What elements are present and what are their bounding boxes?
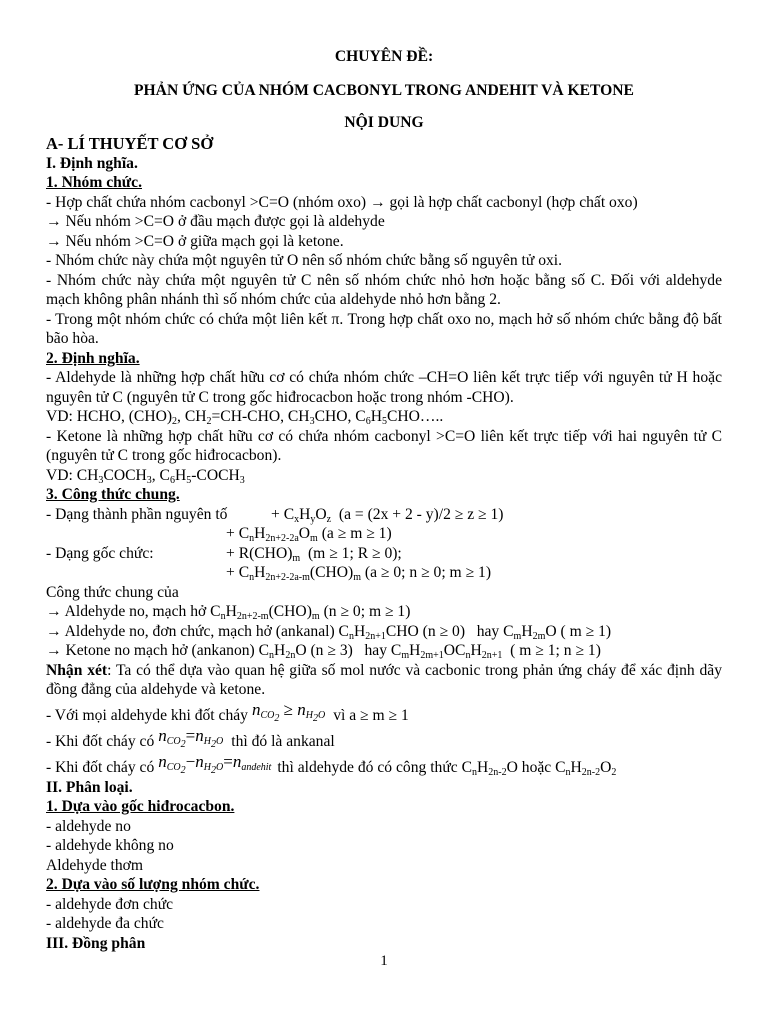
equation-line-2: - Khi đốt cháy có $n_{CO_2}=n_{H_2O}$ thì đó là ankanal bbox=[46, 726, 335, 750]
subsection-3-heading: 3. Công thức chung. bbox=[46, 486, 180, 503]
subsection-ii-1-heading: 1. Dựa vào gốc hiđrocacbon. bbox=[46, 798, 235, 815]
paragraph-7: - Aldehyde là những hợp chất hữu cơ có chứa nhóm chức –CH=O liên kết trực tiếp với nguyên tử H hoặc nguyên tử C (nguyên tử C trong gốc hiđrocacbon hoặc trong nhóm -CHO). bbox=[46, 369, 722, 406]
formula-row-2: + $C_nH_{2n+2-2a}O_m$ (a ≥ m ≥ 1) bbox=[226, 525, 392, 544]
class-item-1: - aldehyde no bbox=[46, 817, 131, 835]
paragraph-3: → Nếu nhóm >C=O ở giữa mạch gọi là ketone. bbox=[46, 232, 344, 250]
formula-row-3: - Dạng gốc chức: + $R(CHO)_m$ (m ≥ 1; R ≥ 0); bbox=[46, 544, 402, 564]
class-item-5: - aldehyde đa chức bbox=[46, 915, 164, 932]
class-item-2: - aldehyde không no bbox=[46, 837, 174, 854]
paragraph-5: - Nhóm chức này chứa một nguyên tử C nên số nhóm chức nhỏ hơn hoặc bằng số C. Đối với aldehyde mạch không phân nhánh thì số nhóm chức của aldehyde nhỏ hơn bằng 2. bbox=[46, 271, 722, 308]
document-page bbox=[46, 46, 722, 953]
paragraph-2: → Nếu nhóm >C=O ở đầu mạch được gọi là aldehyde bbox=[46, 213, 385, 230]
general-formula-3: → Ketone no mạch hở (ankanon) $C_nH_{2n}O$ (n ≥ 3) hay $C_mH_{2m+1}OC_nH_{2n+1}$ ( m ≥ 1; n ≥ 1) bbox=[46, 642, 601, 661]
paragraph-6: - Trong một nhóm chức có chứa một liên kết π. Trong hợp chất oxo no, mạch hở số nhóm chức bằng độ bất bão hòa. bbox=[46, 310, 722, 347]
section-i-heading: I. Định nghĩa. bbox=[46, 154, 138, 172]
paragraph-4: - Nhóm chức này chứa một nguyên tử O nên số nhóm chức bằng số nguyên tử oxi. bbox=[46, 252, 563, 269]
equation-line-3: - Khi đốt cháy có $n_{CO_2}-n_{H_2O}=n_{andehit}$ thì aldehyde đó có công thức $C_nH_{2n-2}O$ hoặc $C_nH_{2n-2}O_2$ bbox=[46, 752, 617, 778]
remark-paragraph: Nhận xét: Ta có thể dựa vào quan hệ giữa số mol nước và cacbonic trong phản ứng cháy để xác định dãy đồng đẳng của aldehyde và ketone. bbox=[46, 661, 722, 698]
general-formula-intro: Công thức chung của bbox=[46, 583, 179, 601]
subsection-2-heading: 2. Định nghĩa. bbox=[46, 349, 140, 367]
equation-3: $n_{CO_2}-n_{H_2O}=n_{andehit}$ bbox=[158, 752, 272, 776]
page-number: 1 bbox=[380, 953, 388, 969]
formula-row-4: + $C_nH_{2n+2-2a-m}(CHO)_m$ (a ≥ 0; n ≥ 0; m ≥ 1) bbox=[226, 564, 492, 583]
equation-2: $n_{CO_2}=n_{H_2O}$ bbox=[158, 726, 224, 750]
general-formula-2: → Aldehyde no, đơn chức, mạch hở (ankanal) $C_nH_{2n+1}CHO$ (n ≥ 0) hay $C_mH_{2m}O$ ( m ≥ 1) bbox=[46, 622, 612, 642]
paragraph-8: - Ketone là những hợp chất hữu cơ có chứa nhóm cacbonyl >C=O liên kết trực tiếp với hai nguyên tử C (nguyên tử C trong gốc hiđrocacbon). bbox=[46, 427, 722, 464]
title-content: NỘI DUNG bbox=[344, 114, 424, 131]
class-item-3: Aldehyde thơm bbox=[46, 856, 144, 874]
example-1: VD: HCHO, $(CHO)_2$, $CH_2=CH$-CHO, $CH_3CHO$, $C_6H_5CHO\dots$.. bbox=[46, 408, 444, 427]
section-iii-heading: III. Đồng phân bbox=[46, 934, 146, 952]
section-ii-heading: II. Phân loại. bbox=[46, 778, 133, 796]
title-main: PHẢN ỨNG CỦA NHÓM CACBONYL TRONG ANDEHIT VÀ KETONE bbox=[134, 82, 634, 99]
subsection-ii-2-heading: 2. Dựa vào số lượng nhóm chức. bbox=[46, 876, 260, 893]
equation-1: $n_{CO_2} \ge n_{H_2O}$ bbox=[251, 700, 326, 724]
example-2: VD: $CH_3COCH_3$, $C_6H_5-COCH_3$ bbox=[46, 466, 245, 486]
class-item-4: - aldehyde đơn chức bbox=[46, 895, 174, 913]
paragraph-1: - Hợp chất chứa nhóm cacbonyl >C=O (nhóm oxo) → gọi là hợp chất cacbonyl (hợp chất oxo) bbox=[46, 193, 638, 211]
section-a-heading: A- LÍ THUYẾT CƠ SỞ bbox=[46, 134, 214, 153]
general-formula-1: → Aldehyde no, mạch hở $C_nH_{2n+2-m}(CHO)_m$ (n ≥ 0; m ≥ 1) bbox=[46, 603, 411, 622]
equation-line-1: - Với mọi aldehyde khi đốt cháy $n_{CO_2} \ge n_{H_2O}$ vì a ≥ m ≥ 1 bbox=[46, 700, 409, 724]
subsection-1-heading: 1. Nhóm chức. bbox=[46, 174, 142, 191]
title-topic: CHUYÊN ĐỀ: bbox=[334, 48, 434, 65]
formula-row-1: - Dạng thành phần nguyên tố + $C_xH_yO_z$ (a = (2x + 2 - y)/2 ≥ z ≥ 1) bbox=[46, 505, 504, 525]
